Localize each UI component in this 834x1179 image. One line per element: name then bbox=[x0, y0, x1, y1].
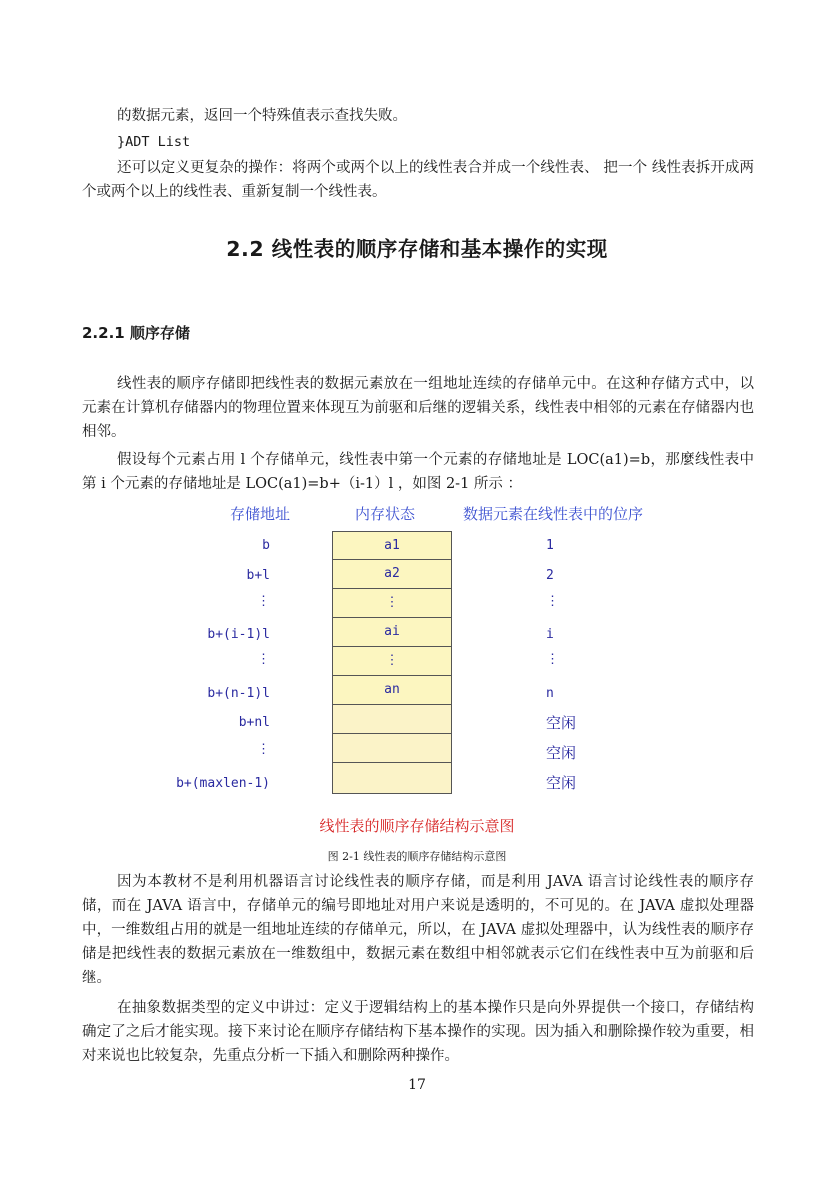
memory-cell-empty bbox=[332, 705, 452, 734]
address-label: b+(n-1)l bbox=[207, 686, 270, 701]
memory-cell: an bbox=[332, 676, 452, 705]
memory-cell: a2 bbox=[332, 560, 452, 589]
page-number: 17 bbox=[408, 1077, 426, 1093]
paragraph-more-operations: 还可以定义更复杂的操作：将两个或两个以上的线性表合并成一个线性表、 把一个 线性表拆开成两个或两个以上的线性表、重新复制一个线性表。 bbox=[82, 160, 754, 200]
memory-cell: ai bbox=[332, 618, 452, 647]
address-label: b+(i-1)l bbox=[207, 627, 270, 642]
address-ellipsis: ⋮ bbox=[257, 742, 270, 757]
paragraph-continued: 的数据元素，返回一个特殊值表示查找失败。 bbox=[117, 108, 407, 124]
memory-cell-ellipsis: ⋮ bbox=[332, 647, 452, 676]
adt-end-line: }ADT List bbox=[117, 134, 191, 150]
section-title: 2.2 线性表的顺序存储和基本操作的实现 bbox=[226, 237, 608, 261]
order-label: 1 bbox=[546, 538, 554, 553]
memory-cell-ellipsis: ⋮ bbox=[332, 589, 452, 618]
address-label: b+(maxlen-1) bbox=[176, 776, 270, 791]
order-label: 2 bbox=[546, 568, 554, 583]
order-label: i bbox=[546, 627, 554, 642]
figure-caption: 图 2-1 线性表的顺序存储结构示意图 bbox=[327, 850, 507, 863]
address-label: b+l bbox=[246, 568, 270, 583]
header-address: 存储地址 bbox=[230, 505, 291, 523]
address-ellipsis: ⋮ bbox=[257, 594, 270, 609]
memory-cell-empty bbox=[332, 763, 452, 794]
subsection-title: 2.2.1 顺序存储 bbox=[82, 324, 190, 342]
header-order: 数据元素在线性表中的位序 bbox=[463, 505, 644, 523]
order-ellipsis: ⋮ bbox=[546, 652, 559, 667]
paragraph-address-formula: 假设每个元素占用 l 个存储单元，线性表中第一个元素的存储地址是 LOC(a1)=b，那麼线性表中第 i 个元素的存储地址是 LOC(a1)=b+（i-1）l ，如图 2-1 所示 ： bbox=[82, 452, 754, 492]
address-label: b+nl bbox=[238, 715, 270, 730]
paragraph-operations: 在抽象数据类型的定义中讲过：定义于逻辑结构上的基本操作只是向外界提供一个接口，存储结构确定了之后才能实现。接下来讨论在顺序存储结构下基本操作的实现。因为插入和删除操作较为重要，相对来说也比较复杂，先重点分析一下插入和删除两种操作。 bbox=[82, 1000, 754, 1064]
paragraph-sequential-storage: 线性表的顺序存储即把线性表的数据元素放在一组地址连续的存储单元中。在这种存储方式中，以元素在计算机存储器内的物理位置来体现互为前驱和后继的逻辑关系，线性表中相邻的元素在存储器内也相邻。 bbox=[82, 376, 754, 440]
order-ellipsis: ⋮ bbox=[546, 594, 559, 609]
paragraph-java-storage: 因为本教材不是利用机器语言讨论线性表的顺序存储，而是利用 JAVA 语言讨论线性表的顺序存储，而在 JAVA 语言中，存储单元的编号即地址对用户来说是透明的，不可见的。在 JAVA 虚拟处理器中，一维数组占用的就是一组地址连续的存储单元，所以，在 JAVA 虚拟处理器中，认为线性表的顺序存储是把线性表的数据元素放在一维数组中，数据元素在数组中相邻就表示它们在线性表中互为前驱和后继。 bbox=[82, 874, 754, 986]
order-free: 空闲 bbox=[546, 774, 577, 792]
address-label: b bbox=[262, 538, 270, 553]
order-label: n bbox=[546, 686, 554, 701]
order-free: 空闲 bbox=[546, 744, 577, 762]
figure-title: 线性表的顺序存储结构示意图 bbox=[319, 817, 515, 835]
header-memory: 内存状态 bbox=[355, 505, 416, 523]
memory-cell: a1 bbox=[332, 531, 452, 560]
memory-cell-empty bbox=[332, 734, 452, 763]
order-free: 空闲 bbox=[546, 714, 577, 732]
address-ellipsis: ⋮ bbox=[257, 652, 270, 667]
